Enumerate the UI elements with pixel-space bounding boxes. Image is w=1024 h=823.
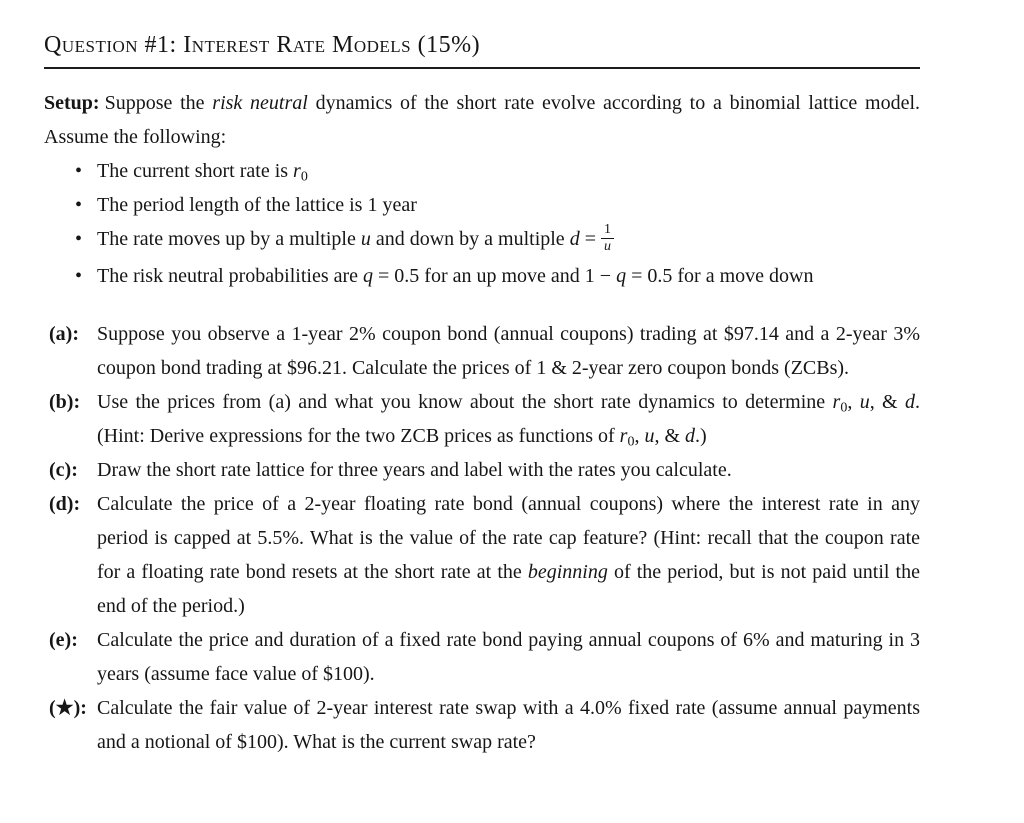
- assumption-text: The rate moves up by a multiple u and down by a multiple d = $\frac{1}{u}$: [97, 222, 920, 259]
- assumption-list: [44, 154, 920, 293]
- setup-paragraph: [44, 86, 920, 154]
- question-parts: [44, 317, 920, 759]
- assumption-text: The period length of the lattice is 1 year: [97, 194, 417, 216]
- part-item-star: [44, 691, 920, 759]
- bullet-icon: •: [75, 194, 83, 216]
- question-header: [44, 30, 920, 69]
- part-text: Calculate the price of a 2-year floating rate bond (annual coupons) where the interest rate in any period is capped at 5.5%. What is the value of the rate cap feature? (Hint: recall that the coupon rate for a floating rate bond resets at the short rate at the beginning of the period, but is not paid until the end of the period.): [97, 492, 920, 617]
- question-title: Question #1: Interest Rate Models (15%): [44, 32, 481, 58]
- part-text: Use the prices from (a) and what you know about the short rate dynamics to determine $r_0$, u, & d. (Hint: Derive expressions for the two ZCB prices as functions of $r_0$, u, & d.): [97, 390, 920, 449]
- assumption-item-up-down-multiple: [44, 222, 920, 259]
- part-item-e: [44, 623, 920, 691]
- part-label: (a):: [49, 322, 79, 345]
- part-label: (★):: [49, 696, 87, 719]
- setup-label: Setup:: [44, 92, 100, 114]
- part-item-a: [44, 317, 920, 385]
- assumption-item-probabilities: [44, 259, 920, 293]
- bullet-icon: •: [75, 264, 83, 287]
- part-text: Suppose you observe a 1-year 2% coupon bond (annual coupons) trading at $97.14 and a 2-year 3% coupon bond trading at $96.21. Calculate the prices of 1 & 2-year zero coupon bonds (ZCBs).: [97, 322, 920, 379]
- part-item-c: [44, 453, 920, 487]
- assumption-item-period-length: [44, 188, 920, 222]
- part-item-d: [44, 487, 920, 623]
- part-text: Calculate the fair value of 2-year interest rate swap with a 4.0% fixed rate (assume annual payments and a notional of $100). What is the current swap rate?: [97, 696, 920, 753]
- assumption-text: The current short rate is $r_0$: [97, 160, 308, 185]
- part-text: Calculate the price and duration of a fixed rate bond paying annual coupons of 6% and maturing in 3 years (assume face value of $100).: [97, 628, 920, 685]
- bullet-icon: •: [75, 228, 83, 250]
- part-text: Draw the short rate lattice for three years and label with the rates you calculate.: [97, 458, 732, 481]
- part-label: (c):: [49, 458, 78, 481]
- part-label: (d):: [49, 492, 81, 515]
- part-item-b: [44, 385, 920, 453]
- assumption-text: The risk neutral probabilities are q = 0.5 for an up move and 1 − q = 0.5 for a move down: [97, 264, 814, 287]
- setup-text: Suppose the risk neutral dynamics of the short rate evolve according to a binomial lattice model. Assume the following:: [44, 92, 921, 148]
- part-label: (e):: [49, 628, 78, 651]
- part-label: (b):: [49, 390, 81, 413]
- bullet-icon: •: [75, 160, 83, 182]
- assumption-item-current-rate: [44, 154, 920, 188]
